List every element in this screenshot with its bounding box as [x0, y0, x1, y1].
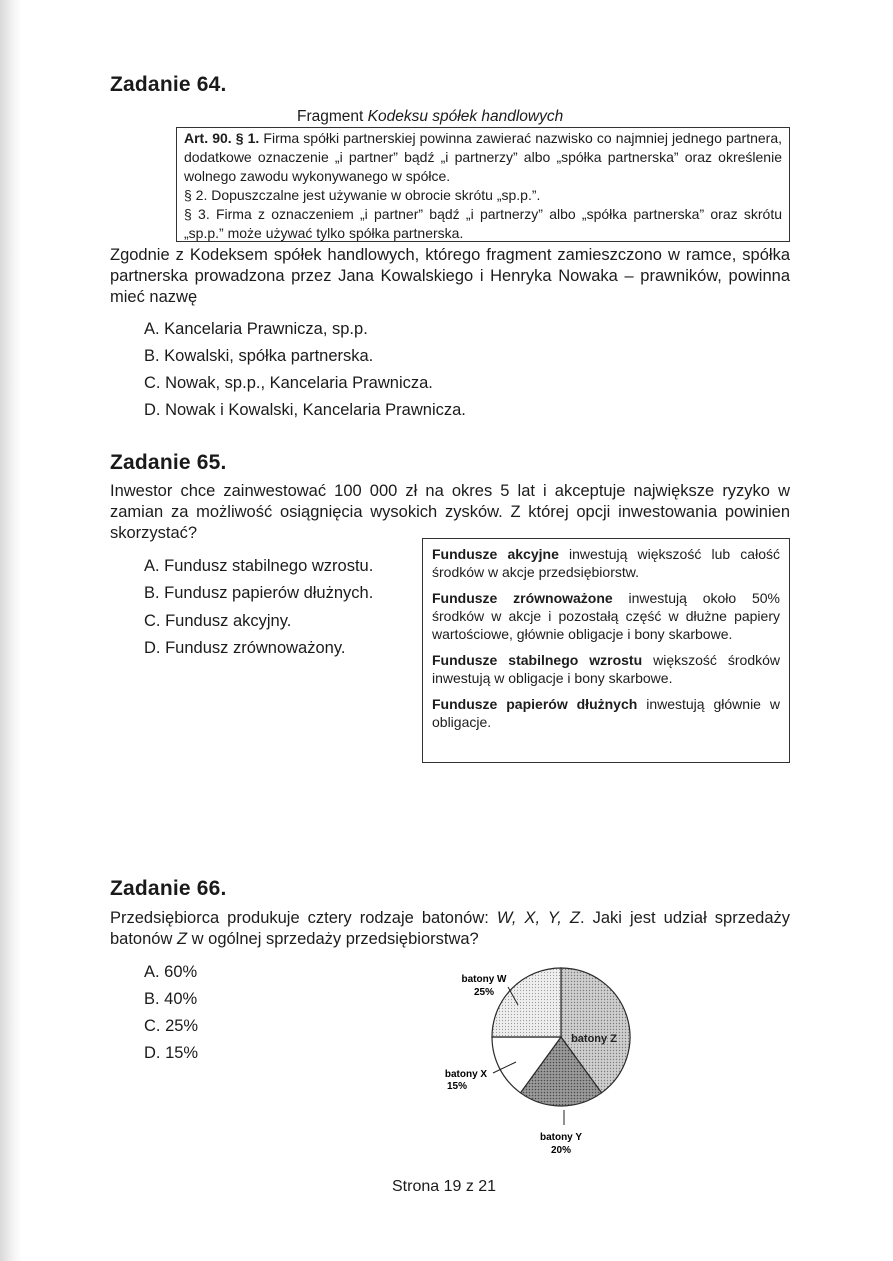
- page-footer: Strona 19 z 21: [392, 1178, 497, 1195]
- slice-label-y: batony Y: [539, 1132, 583, 1143]
- kodeks-fragment-title: Fragment Kodeksu spółek handlowych: [297, 108, 564, 125]
- task-66-question: Przedsiębiorca produkuje cztery rodzaje batonów: W, X, Y, Z. Jaki jest udział sprzedaży batonów Z w ogólnej sprzedaży przedsiębiorstwa?: [110, 909, 790, 948]
- fund-types-box: [422, 538, 790, 763]
- task-66-option-a[interactable]: A. 60%: [144, 963, 198, 981]
- kodeks-article-box: [176, 127, 790, 242]
- task-65-option-d[interactable]: D. Fundusz zrównoważony.: [144, 639, 346, 657]
- article-paragraph-3: § 3. Firma z oznaczeniem „i partner” bądź „i partnerzy” albo „spółka partnerska” oraz skrótu „sp.p.” może używać tylko spółka partnerska.: [184, 206, 782, 241]
- task-65-heading: Zadanie 65.: [110, 451, 227, 474]
- task-66-option-d[interactable]: D. 15%: [144, 1044, 199, 1062]
- task-65-option-c[interactable]: C. Fundusz akcyjny.: [144, 612, 292, 630]
- task-66-option-c[interactable]: C. 25%: [144, 1017, 199, 1035]
- task-64-question: Zgodnie z Kodeksem spółek handlowych, którego fragment zamieszczono w ramce, spółka partnerska prowadzona przez Jana Kowalskiego i Henryka Nowaka – prawników, powinna mieć nazwę: [110, 246, 790, 306]
- task-64-option-d[interactable]: D. Nowak i Kowalski, Kancelaria Prawnicza.: [144, 401, 466, 419]
- task-64-option-b[interactable]: B. Kowalski, spółka partnerska.: [144, 347, 374, 365]
- slice-label-x: batony X: [444, 1069, 488, 1080]
- task-64-heading: Zadanie 64.: [110, 73, 227, 96]
- slice-value-x: 15%: [446, 1081, 468, 1092]
- fund-description: Fundusze papierów dłużnych inwestują głównie w obligacje.: [432, 696, 781, 730]
- page-edge-shadow: [0, 0, 22, 1261]
- task-65-option-b[interactable]: B. Fundusz papierów dłużnych.: [144, 584, 374, 602]
- fund-description: Fundusze akcyjne inwestują większość lub całość środków w akcje przedsiębiorstw.: [432, 546, 780, 580]
- task-64-option-c[interactable]: C. Nowak, sp.p., Kancelaria Prawnicza.: [144, 374, 433, 392]
- slice-value-w: 25%: [473, 987, 495, 998]
- task-65-option-a[interactable]: A. Fundusz stabilnego wzrostu.: [144, 557, 374, 575]
- task-64-option-a[interactable]: A. Kancelaria Prawnicza, sp.p.: [144, 320, 368, 338]
- slice-label-w: batony W: [461, 974, 507, 985]
- task-66-heading: Zadanie 66.: [110, 877, 227, 900]
- fund-description: Fundusze zrównoważone inwestują około 50% środków w akcje i pozostałą część w dłużne papiery wartościowe, głównie obligacje i bony skarbowe.: [432, 590, 780, 642]
- pie-chart: [420, 965, 640, 1165]
- task-66-option-b[interactable]: B. 40%: [144, 990, 198, 1008]
- fund-description: Fundusze stabilnego wzrostu większość środków inwestują w obligacje i bony skarbowe.: [432, 652, 780, 686]
- article-paragraph-2: § 2. Dopuszczalne jest używanie w obrocie skrótu „sp.p.”.: [184, 187, 541, 203]
- article-label: Art. 90. § 1.: [184, 130, 260, 146]
- slice-value-y: 20%: [550, 1145, 572, 1156]
- slice-label-z: batony Z: [571, 1033, 617, 1045]
- article-paragraph-1: Firma spółki partnerskiej powinna zawierać nazwisko co najmniej jednego partnera, dodatkowe oznaczenie „i partner” bądź „i partnerzy” albo „spółka partnerska” oraz określenie wolnego zawodu wykonywanego w spółce.: [184, 130, 782, 184]
- task-65-question: Inwestor chce zainwestować 100 000 zł na okres 5 lat i akceptuje największe ryzyko w zamian za możliwość osiągnięcia wysokich zysków. Z której opcji inwestowania powinien skorzystać?: [110, 482, 790, 542]
